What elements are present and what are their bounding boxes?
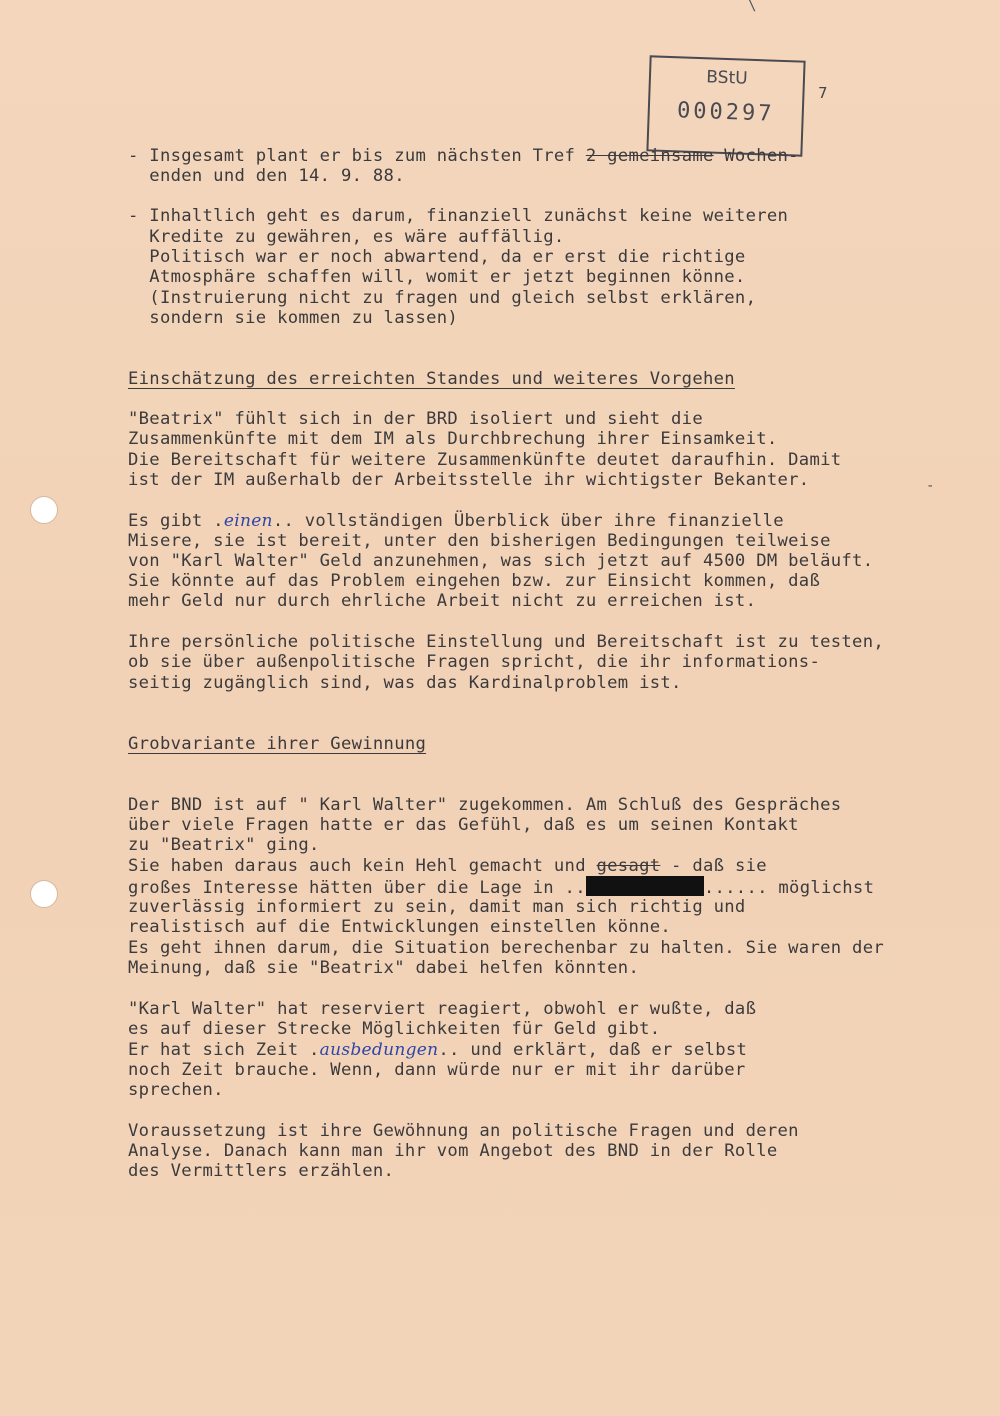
block2-line: Kredite zu gewähren, es wäre auffällig. xyxy=(128,227,565,247)
section-heading-assessment: Einschätzung des erreichten Standes und weiteres Vorgehen xyxy=(128,369,735,389)
stray-mark: - xyxy=(926,478,935,494)
para1-line: Die Bereitschaft für weitere Zusammenkünfte deutet daraufhin. Damit xyxy=(128,450,842,470)
para6-line: Analyse. Danach kann man ihr vom Angebot des BND in der Rolle xyxy=(128,1141,778,1161)
para5-line-3: Er hat sich Zeit .ausbedungen.. und erklärt, daß er selbst xyxy=(128,1040,748,1060)
para1-line: Zusammenkünfte mit dem IM als Durchbrechung ihrer Einsamkeit. xyxy=(128,429,778,449)
para1-line: "Beatrix" fühlt sich in der BRD isoliert und sieht die xyxy=(128,409,703,429)
punch-hole-bottom xyxy=(30,880,58,908)
para5-line: es auf dieser Strecke Möglichkeiten für Geld gibt. xyxy=(128,1019,661,1039)
para5-line: "Karl Walter" hat reserviert reagiert, obwohl er wußte, daß xyxy=(128,999,757,1019)
archive-stamp xyxy=(646,55,805,156)
para4-line: zu "Beatrix" ging. xyxy=(128,835,320,855)
block2-line: - Inhaltlich geht es darum, finanziell zunächst keine weiteren xyxy=(128,206,789,226)
page-number: 7 xyxy=(818,84,828,102)
block2-line: Politisch war er noch abwartend, da er erst die richtige xyxy=(128,247,746,267)
para3-line: seitig zugänglich sind, was das Kardinalproblem ist. xyxy=(128,673,682,693)
para4-line: Es geht ihnen darum, die Situation berechenbar zu halten. Sie waren der xyxy=(128,938,884,958)
handwritten-insert: ausbedungen xyxy=(319,1040,439,1060)
para6-line: des Vermittlers erzählen. xyxy=(128,1161,395,1181)
stamp-title: BStU xyxy=(706,67,748,89)
para2-line: mehr Geld nur durch ehrliche Arbeit nicht zu erreichen ist. xyxy=(128,591,757,611)
block1-line-2: enden und den 14. 9. 88. xyxy=(128,166,405,186)
para6-line: Voraussetzung ist ihre Gewöhnung an politische Fragen und deren xyxy=(128,1121,799,1141)
redaction-bar xyxy=(586,876,704,896)
block1-line-1: - Insgesamt plant er bis zum nächsten Tref 2 gemeinsame Wochen- xyxy=(128,146,799,166)
para4-line-5: großes Interesse hätten über die Lage in .. ...... möglichst xyxy=(128,878,875,898)
stamp-number: 000297 xyxy=(676,98,775,127)
struck-text: 2 gemeinsame xyxy=(585,146,714,166)
para2-line-1: Es gibt .einen.. vollständigen Überblick über ihre finanzielle xyxy=(128,511,784,531)
para4-line: Der BND ist auf " Karl Walter" zugekommen. Am Schluß des Gespräches xyxy=(128,795,842,815)
para5-line: sprechen. xyxy=(128,1080,224,1100)
para4-line: Meinung, daß sie "Beatrix" dabei helfen könnten. xyxy=(128,958,640,978)
para4-line: über viele Fragen hatte er das Gefühl, daß es um seinen Kontakt xyxy=(128,815,799,835)
para5-line: noch Zeit brauche. Wenn, dann würde nur er mit ihr darüber xyxy=(128,1060,746,1080)
block2-line: sondern sie kommen zu lassen) xyxy=(128,308,459,328)
section-heading-rough-variant: Grobvariante ihrer Gewinnung xyxy=(128,734,427,754)
struck-text: gesagt xyxy=(596,856,661,876)
para3-line: ob sie über außenpolitische Fragen spricht, die ihr informations- xyxy=(128,652,821,672)
para4-line: realistisch auf die Entwicklungen einstellen könne. xyxy=(128,917,672,937)
block2-line: Atmosphäre schaffen will, womit er jetzt beginnen könne. xyxy=(128,267,746,287)
margin-mark: \ xyxy=(748,0,757,14)
punch-hole-top xyxy=(30,496,58,524)
para3-line: Ihre persönliche politische Einstellung und Bereitschaft ist zu testen, xyxy=(128,632,884,652)
para2-line: von "Karl Walter" Geld anzunehmen, was sich jetzt auf 4500 DM beläuft. xyxy=(128,551,874,571)
para1-line: ist der IM außerhalb der Arbeitsstelle ihr wichtigster Bekanter. xyxy=(128,470,810,490)
para2-line: Misere, sie ist bereit, unter den bisherigen Bedingungen teilweise xyxy=(128,531,831,551)
para4-line-4: Sie haben daraus auch kein Hehl gemacht und gesagt - daß sie xyxy=(128,856,767,876)
handwritten-insert: einen xyxy=(223,511,273,531)
block2-line: (Instruierung nicht zu fragen und gleich selbst erklären, xyxy=(128,288,757,308)
para2-line: Sie könnte auf das Problem eingehen bzw. zur Einsicht kommen, daß xyxy=(128,571,821,591)
para4-line: zuverlässig informiert zu sein, damit man sich richtig und xyxy=(128,897,746,917)
